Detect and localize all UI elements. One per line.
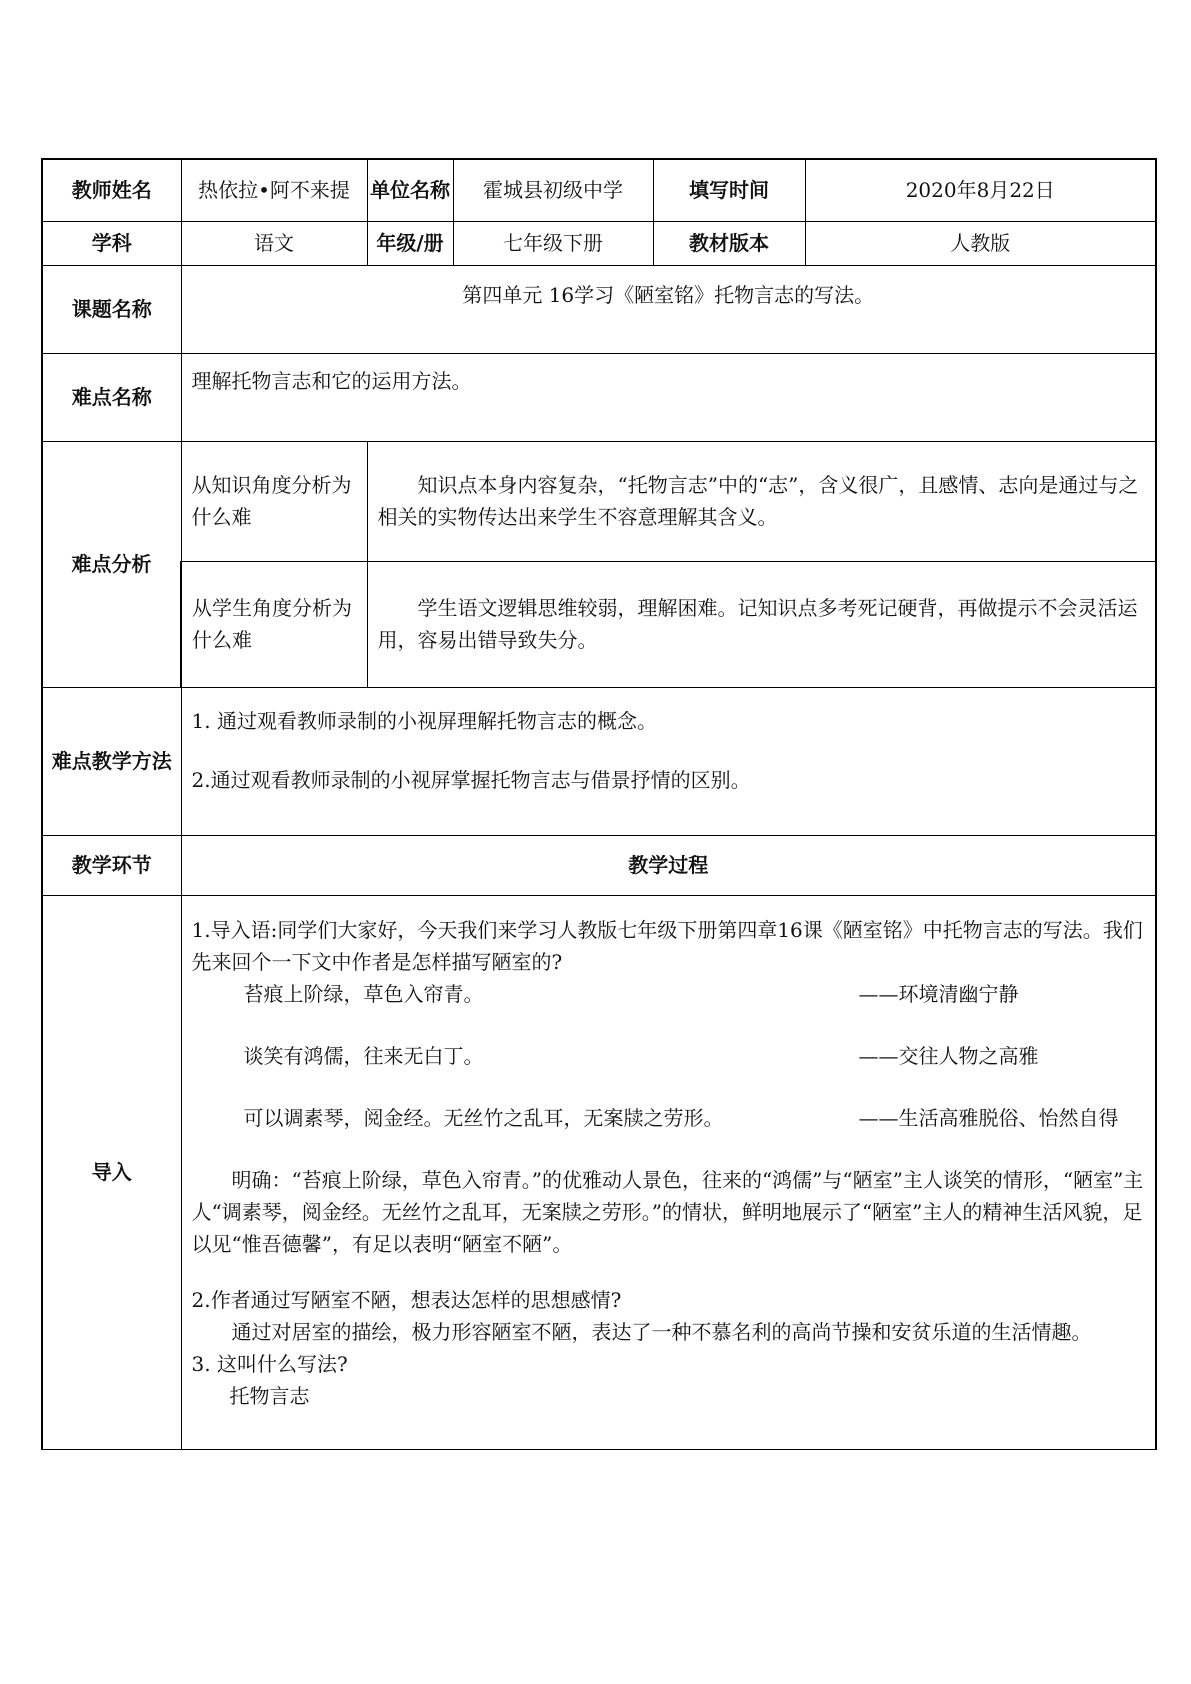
fill-date-label: 填写时间 (653, 159, 805, 221)
fill-date-value: 2020年8月22日 (805, 159, 1156, 221)
topic-row (42, 265, 1156, 353)
intro-content (181, 895, 1156, 1449)
process-header-row (42, 835, 1156, 895)
subject-value: 语文 (181, 221, 367, 265)
intro-question-2: 2.作者通过写陋室不陋，想表达怎样的思想感情? (191, 1287, 622, 1312)
teacher-name-label: 教师姓名 (42, 159, 181, 221)
quote-line: 苔痕上阶绿，草色入帘青。 (243, 981, 484, 1006)
grade-value: 七年级下册 (453, 221, 653, 265)
intro-row (42, 895, 1156, 1449)
quote-note: ——交往人物之高雅 (858, 1043, 1039, 1068)
student-angle-value: 学生语文逻辑思维较弱，理解困难。记知识点多考死记硬背，再做提示不会灵活运用，容易出错导致失分。 (367, 561, 1156, 687)
method-item-2: 2.通过观看教师录制的小视屏掌握托物言志与借景抒情的区别。 (191, 767, 751, 792)
intro-answer-2: 通过对居室的描绘，极力形容陋室不陋，表达了一种不慕名利的高尚节操和安贫乐道的生活情趣。 (231, 1319, 1092, 1344)
teacher-name-value: 热依拉•阿不来提 (181, 159, 367, 221)
analysis-label: 难点分析 (42, 441, 181, 687)
knowledge-angle-value: 知识点本身内容复杂，“托物言志”中的“志”，含义很广，且感情、志向是通过与之相关的实物传达出来学生不容意理解其含义。 (367, 441, 1156, 561)
difficulty-row (42, 353, 1156, 441)
quote-note: ——环境清幽宁静 (858, 981, 1019, 1006)
grade-label: 年级/册 (367, 221, 453, 265)
quote-line: 谈笑有鸿儒，往来无白丁。 (243, 1043, 484, 1068)
student-angle-label: 从学生角度分析为什么难 (181, 561, 367, 687)
clarification-paragraph: 明确：“苔痕上阶绿，草色入帘青。”的优雅动人景色，往来的“鸿儒”与“陋室”主人谈笑的情形，“陋室”主人“调素琴，阅金经。无丝竹之乱耳，无案牍之劳形。”的情状，鲜明地展示了“陋室”主人的精神生活风貌，足以见“惟吾德馨”，有足以表明“陋室不陋”。 (191, 1167, 1144, 1256)
unit-name-label: 单位名称 (367, 159, 453, 221)
edition-label: 教材版本 (653, 221, 805, 265)
difficulty-value: 理解托物言志和它的运用方法。 (181, 353, 1156, 441)
analysis-knowledge-row (42, 441, 1156, 561)
subject-label: 学科 (42, 221, 181, 265)
unit-name-value: 霍城县初级中学 (453, 159, 653, 221)
quote-row (192, 1040, 1146, 1072)
topic-label: 课题名称 (42, 265, 181, 353)
header-row-2 (42, 221, 1156, 265)
method-row (42, 687, 1156, 835)
intro-answer-3: 托物言志 (229, 1383, 310, 1408)
lesson-plan-table (41, 158, 1157, 1450)
quote-row (192, 978, 1146, 1010)
process-header: 教学过程 (181, 835, 1156, 895)
intro-question-3: 3. 这叫什么写法? (191, 1351, 348, 1376)
method-content (181, 687, 1156, 835)
stage-header: 教学环节 (42, 835, 181, 895)
quote-note: ——生活高雅脱俗、怡然自得 (858, 1105, 1119, 1130)
difficulty-label: 难点名称 (42, 353, 181, 441)
method-item-1: 1. 通过观看教师录制的小视屏理解托物言志的概念。 (191, 708, 657, 733)
intro-label: 导入 (42, 895, 181, 1449)
header-row-1 (42, 159, 1156, 221)
knowledge-angle-label: 从知识角度分析为什么难 (181, 441, 367, 561)
quote-line: 可以调素琴，阅金经。无丝竹之乱耳，无案牍之劳形。 (243, 1105, 724, 1130)
topic-value: 第四单元 16学习《陋室铭》托物言志的写法。 (181, 265, 1156, 353)
intro-question-1: 1.导入语:同学们大家好，今天我们来学习人教版七年级下册第四章16课《陋室铭》中托物言志的写法。我们先来回个一下文中作者是怎样描写陋室的? (191, 917, 1143, 974)
quote-row (192, 1102, 1146, 1134)
edition-value: 人教版 (805, 221, 1156, 265)
analysis-student-row (42, 561, 1156, 687)
method-label: 难点教学方法 (42, 687, 181, 835)
